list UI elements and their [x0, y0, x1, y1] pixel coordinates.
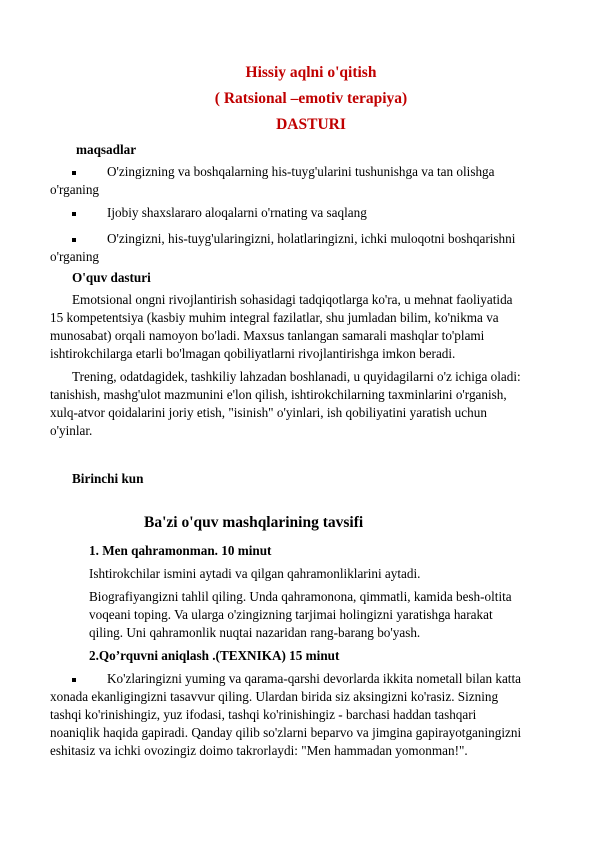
exercise-1-text: Ishtirokchilar ismini aytadi va qilgan qahramonliklarini aytadi. [89, 566, 421, 581]
day-heading: Birinchi kun [72, 471, 144, 486]
goal-item-3-line1: O'zingizni, his-tuyg'ularingizni, holatlaringizni, ichki muloqotni boshqarishni [107, 231, 516, 246]
program-heading: O'quv dasturi [72, 270, 151, 285]
exercise-2-text-line: Ko'zlaringizni yuming va qarama-qarshi devorlarda ikkita nometall bilan katta [107, 671, 521, 686]
goal-item-3-line2: o'rganing [50, 249, 100, 264]
program-paragraph2-line: Trening, odatdagidek, tashkiliy lahzadan boshlanadi, u quyidagilarni o'z ichiga oladi: [72, 369, 521, 384]
document-program-label: DASTURI [276, 116, 346, 133]
exercise-2-title: 2.Qo’rquvni aniqlash .(TEXNIKA) 15 minut [89, 648, 340, 663]
section-title: Ba'zi o'quv mashqlarining tavsifi [144, 514, 364, 531]
exercise-1-title: 1. Men qahramonman. 10 minut [89, 543, 272, 558]
bullet-icon [72, 678, 76, 682]
program-paragraph1-line: ishtirokchilarga etarli bo'lmagan qobiliyatlarni rivojlantirishga imkon beradi. [50, 346, 456, 361]
exercise-1-detail-line: Biografiyangizni tahlil qiling. Unda qahramonona, qimmatli, kamida besh-oltita [89, 589, 512, 604]
goal-item-2-line1: Ijobiy shaxslararo aloqalarni o'rnating va saqlang [107, 205, 367, 220]
program-paragraph1-line: Emotsional ongni rivojlantirish sohasidagi tadqiqotlarga ko'ra, u mehnat faoliyatida [72, 292, 513, 307]
program-paragraph2-line: xulq-atvor qoidalarini joriy etish, "isinish" o'yinlari, ish qobiliyatini yaratish uchun [50, 405, 487, 420]
program-paragraph2-line: o'yinlar. [50, 423, 93, 438]
program-paragraph1-line: 15 kompetentsiya (kasbiy muhim integral fazilatlar, shu jumladan bilim, ko'nikma va [50, 310, 499, 325]
exercise-2-text-line: eshitasiz va ichki ovozingiz doimo takrorlaydi: "Men hammadan yomonman!". [50, 743, 468, 758]
exercise-2-text-line: xonada ekanligingizni tasavvur qiling. Ulardan birida siz aksingizni ko'rasiz. Sizning [50, 689, 499, 704]
goal-item-1-line1: O'zingizning va boshqalarning his-tuyg'ularini tushunishga va tan olishga [107, 164, 495, 179]
exercise-2-text-line: tashqi ko'rinishingiz, yuz ifodasi, tashqi ko'rinishingiz - barchasi haddan tashqari [50, 707, 477, 722]
goal-item-1-line2: o'rganing [50, 182, 100, 197]
bullet-icon [72, 171, 76, 175]
program-paragraph1-line: munosabat) orqali namoyon bo'ladi. Maxsus tanlangan samarali mashqlar to'plami [50, 328, 485, 343]
bullet-icon [72, 238, 76, 242]
exercise-1-detail-line: voqeani toping. Va ularga o'zingizning tarjimai holingizni yaratishga harakat [89, 607, 493, 622]
exercise-1-detail-line: qiling. Uni qahramonlik nuqtai nazaridan rang-barang bo'yash. [89, 625, 421, 640]
program-paragraph2-line: tanishish, mashg'ulot mazmunini e'lon qilish, ishtirokchilarning taxminlarini o'rganish, [50, 387, 507, 402]
document-subtitle: ( Ratsional –emotiv terapiya) [214, 90, 408, 107]
bullet-icon [72, 212, 76, 216]
document-title: Hissiy aqlni o'qitish [245, 64, 377, 81]
exercise-2-text-line: noaniqlik haqida gapiradi. Qanday qilib so'zlarni beparvo va jimgina gapirayotganingizni [50, 725, 522, 740]
goals-heading: maqsadlar [76, 142, 137, 157]
